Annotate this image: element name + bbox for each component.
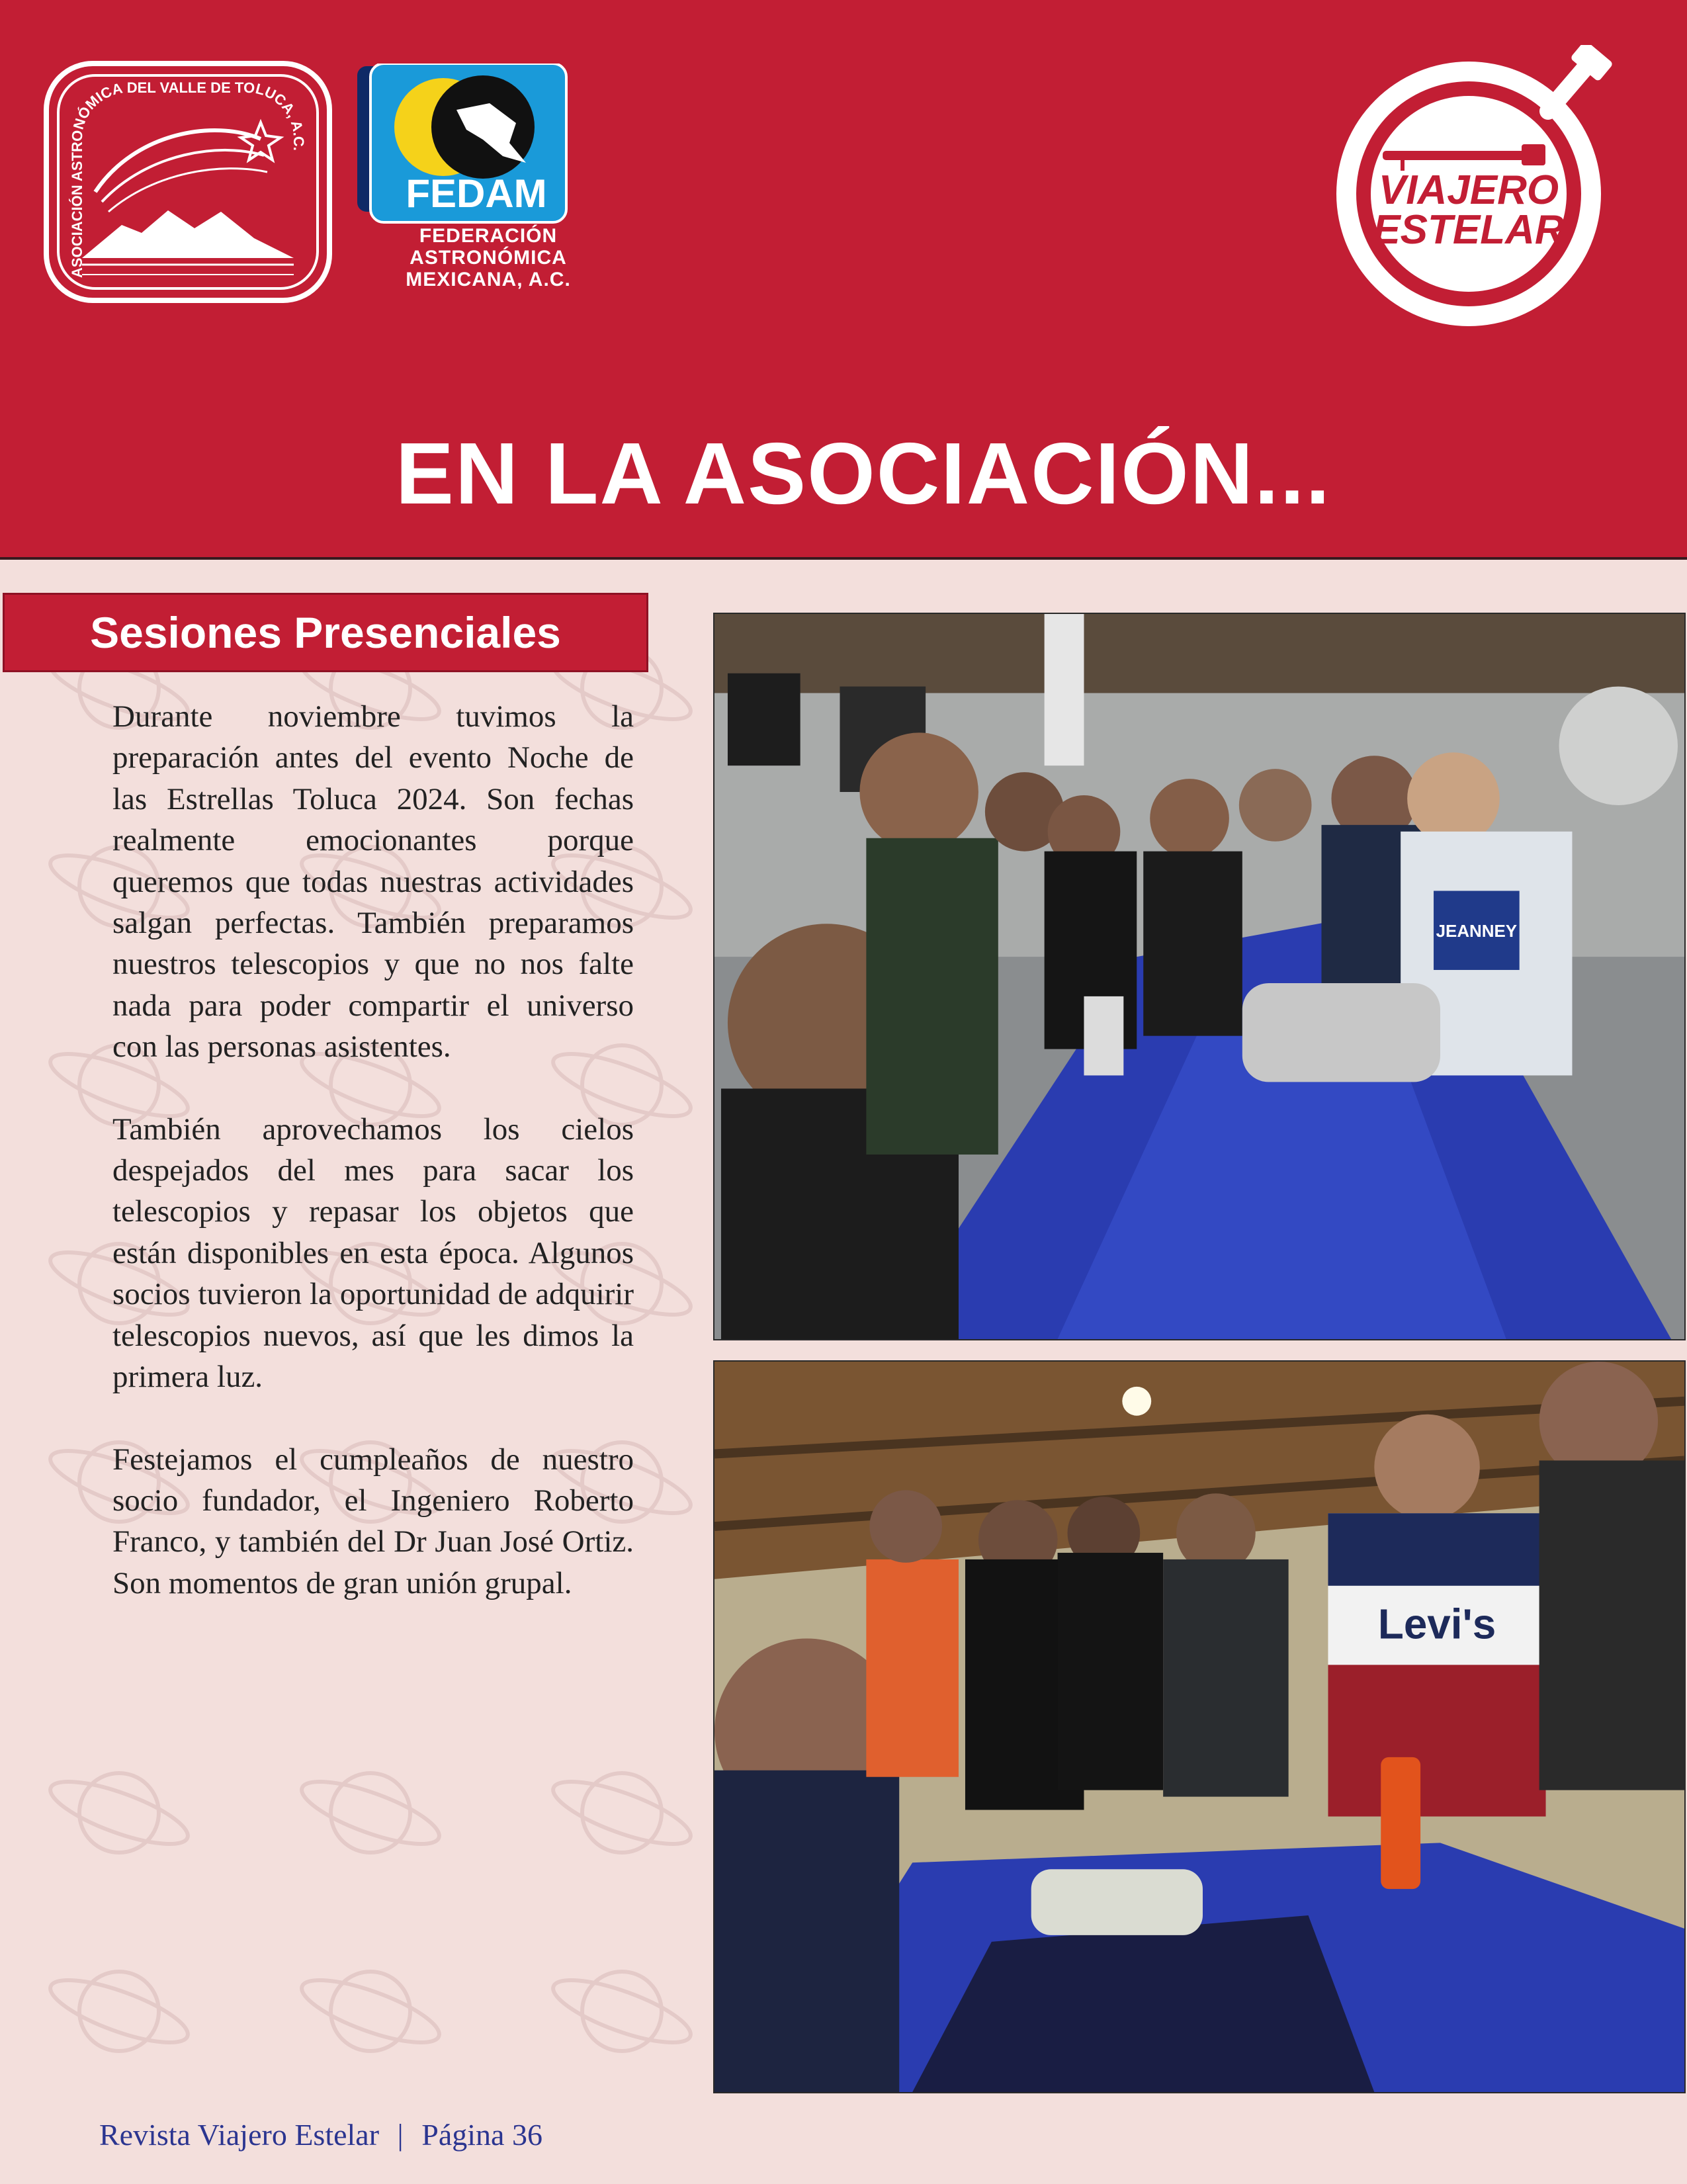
group-photo-cabin [713, 1360, 1686, 2093]
viajero-logo-line1: VIAJERO [1378, 167, 1559, 213]
footer-magazine-name: Revista Viajero Estelar [99, 2118, 380, 2152]
page-footer [99, 2117, 542, 2152]
fedam-caption-line: MEXICANA, A.C. [406, 269, 571, 290]
section-banner [3, 593, 648, 672]
article-paragraph: Festejamos el cumpleaños de nuestro socio fundador, el Ingeniero Roberto Franco, y también del Dr Juan José Ortiz. Son momentos de gran unión grupal. [112, 1442, 634, 1600]
shirt-print-text: JEANNEY [1436, 922, 1518, 941]
section-title: Sesiones Presenciales [90, 608, 561, 657]
page-header [0, 0, 1687, 557]
article-body [112, 696, 634, 1645]
article-paragraph: Durante noviembre tuvimos la preparación antes del evento Noche de las Estrellas Toluca 2024. Son fechas realmente emocionantes porque queremos que todas nuestras actividades salgan perfectas. También preparamos nuestros telescopios y que no nos falte nada para poder compartir el universo con las personas asistentes. [112, 699, 634, 1065]
page-title: EN LA ASOCIACIÓN... [395, 425, 1332, 522]
fedam-badge-label: FEDAM [406, 171, 547, 216]
fedam-caption [389, 225, 587, 290]
article-paragraph: También aprovechamos los cielos despejados del mes para sacar los telescopios y repasar los objetos que están disponibles en esta época. Algunos socios tuvieron la oportunidad de adquirir telescopios nuevos, así que les dimos la primera luz. [112, 1112, 634, 1395]
header-divider [0, 557, 1687, 560]
fedam-caption-line: ASTRONÓMICA [410, 247, 567, 269]
footer-separator: | [397, 2118, 404, 2152]
avt-logo-arc-text: ASOCIACIÓN ASTRONÓMICA DEL VALLE DE TOLUCA, A.C. [68, 79, 307, 278]
jacket-print-text: Levi's [1377, 1600, 1496, 1648]
viajero-estelar-logo [1323, 45, 1627, 336]
group-photo-table [713, 613, 1686, 1340]
estelar-logo-line2: ESTELAR [1373, 207, 1565, 253]
footer-page-number: Página 36 [421, 2118, 542, 2152]
asociacion-astronomica-logo [42, 60, 333, 304]
fedam-caption-line: FEDERACIÓN [419, 225, 558, 247]
